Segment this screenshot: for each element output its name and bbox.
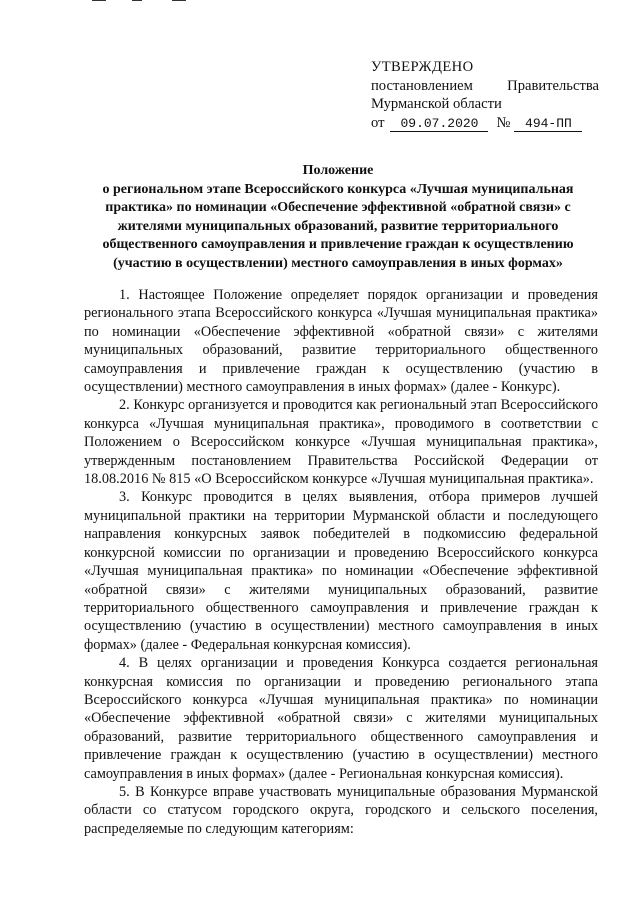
approval-line-right: Правительства	[507, 77, 599, 94]
approval-date-line	[371, 114, 599, 133]
paragraph: 4. В целях организации и проведения Конкурса создается региональная конкурсная комиссия по организации и проведению регионального этапа Всероссийского конкурса «Лучшая муниципальная практика» по номинации «Обеспечение эффективной «обратной связи» с жителями муниципальных образований, развитие территориального общественного самоуправления и привлечение граждан к осуществлению (участию в осуществлении) местного самоуправления в иных формах» (далее - Региональная конкурсная комиссия).	[84, 655, 598, 782]
approval-heading: УТВЕРЖДЕНО	[371, 59, 474, 75]
scan-mark-top	[92, 0, 106, 1]
approval-line	[371, 77, 599, 96]
document-subtitle: о региональном этапе Всероссийского конкурса «Лучшая муниципальная практика» по номинации «Обеспечение эффективной «обратной связи» с жителями муниципальных образований, развитие территориального общественного самоуправления и привлечение граждан к осуществлению (участию в осуществлении) местного самоуправления в иных формах»	[102, 181, 574, 271]
date-prefix: от	[371, 114, 385, 131]
approval-number: 494-ПП	[514, 116, 582, 132]
paragraph: 5. В Конкурсе вправе участвовать муниципальные образования Мурманской области со статусом городского округа, городского и сельского поселения, распределяемые по следующим категориям:	[84, 783, 598, 837]
document-heading: Положение	[302, 163, 374, 178]
paragraph: 3. Конкурс проводится в целях выявления, отбора примеров лучшей муниципальной практики на территории Мурманской области и последующего направления конкурсных заявок победителей в подкомиссию федеральной конкурсной комиссии по организации и проведению Всероссийского конкурса «Лучшая муниципальная практика» по номинации «Обеспечение эффективной «обратной связи» с жителями муниципальных образований, развитие территориального общественного самоуправления и привлечение граждан к осуществлению (участию в осуществлении) местного самоуправления в иных формах» (далее - Федеральная конкурсная комиссия).	[84, 489, 598, 653]
document-title-block	[80, 162, 596, 273]
approval-stamp	[371, 58, 599, 132]
approval-line-left: постановлением	[371, 77, 473, 94]
scan-mark-top	[132, 0, 142, 1]
approval-date: 09.07.2020	[390, 116, 488, 132]
scan-mark-top	[172, 0, 186, 1]
document-body	[84, 286, 598, 838]
paragraph: 1. Настоящее Положение определяет порядок организации и проведения регионального этапа Всероссийского конкурса «Лучшая муниципальная практика» по номинации «Обеспечение эффективной «обратной связи» с жителями муниципальных образований, развитие территориального общественного самоуправления и привлечение граждан к осуществлению (участию в осуществлении) местного самоуправления в иных формах» (далее - Конкурс).	[84, 287, 598, 396]
approval-region: Мурманской области	[371, 96, 502, 112]
number-prefix: №	[496, 114, 511, 131]
paragraph: 2. Конкурс организуется и проводится как региональный этап Всероссийского конкурса «Лучшая муниципальная практика», проводимого в соответствии с Положением о Всероссийском конкурсе «Лучшая муниципальная практика», утвержденным постановлением Правительства Российской Федерации от 18.08.2016 № 815 «О Всероссийском конкурсе «Лучшая муниципальная практика».	[84, 397, 598, 488]
